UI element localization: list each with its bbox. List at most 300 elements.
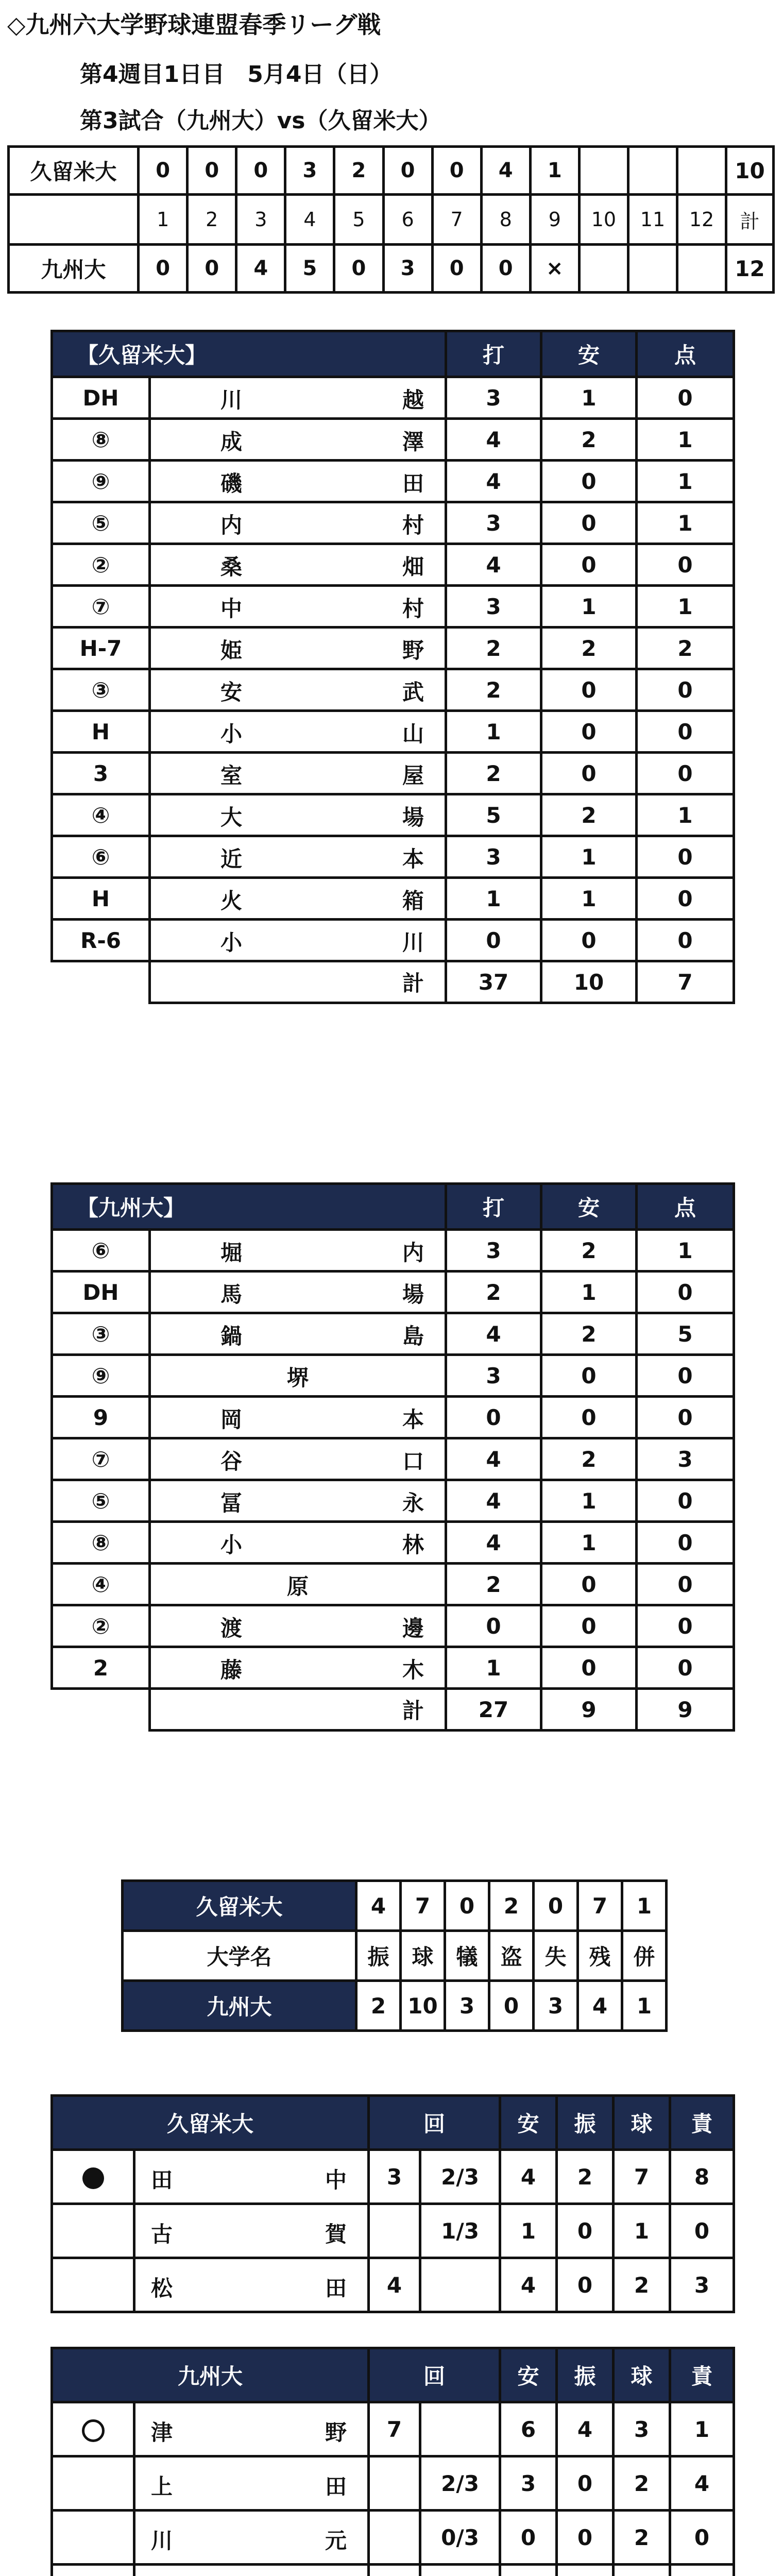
innings-whole: 7 [369, 2402, 420, 2456]
innings-fraction [420, 2565, 500, 2576]
batter-surname: 谷 [220, 1449, 243, 1474]
pitcher-earned-runs: 8 [670, 2150, 734, 2204]
batter-name [150, 1605, 446, 1647]
inning-number: 6 [383, 195, 432, 245]
batter-surname: 小 [220, 930, 243, 955]
batter-surname: 岡 [220, 1407, 243, 1432]
stat-value: 0 [489, 1981, 534, 2031]
batter-surname: 内 [220, 513, 243, 538]
batter-position: DH [52, 1272, 150, 1313]
inning-runs [628, 245, 677, 293]
row-label: 大学名 [123, 1931, 356, 1981]
inning-runs: 0 [334, 245, 383, 293]
inning-runs: 1 [530, 147, 579, 195]
batter-hits: 2 [541, 628, 637, 669]
batter-rbi: 2 [637, 628, 734, 669]
team-label: 久留米大 [52, 2096, 369, 2150]
stat-value: 1 [622, 1881, 667, 1931]
stat-header: 犠 [445, 1931, 489, 1981]
batter-row [52, 794, 734, 836]
batter-name [150, 1647, 446, 1689]
batter-surname: 堀 [220, 1240, 243, 1265]
blank-cell [52, 1689, 150, 1731]
pitcher-row [52, 2258, 734, 2312]
team-label: 九州大 [52, 2348, 369, 2402]
inning-number: 11 [628, 195, 677, 245]
col-hits: 安 [500, 2348, 557, 2402]
batter-position: 3 [52, 753, 150, 794]
batter-surname: 藤 [220, 1657, 243, 1683]
batter-rbi: 0 [637, 878, 734, 920]
batter-at-bats: 0 [446, 920, 541, 961]
batter-rbi: 3 [637, 1438, 734, 1480]
inning-header-row [9, 195, 774, 245]
pitcher-earned-runs: 0 [670, 2511, 734, 2565]
pitcher-walks: 2 [614, 2456, 670, 2511]
batter-rbi: 0 [637, 920, 734, 961]
stat-header: 残 [578, 1931, 622, 1981]
batter-row [52, 419, 734, 461]
line-score-row [9, 245, 774, 293]
batter-given-name: 野 [402, 638, 424, 663]
pitcher-earned-runs [670, 2565, 734, 2576]
batter-given-name: 武 [402, 680, 424, 705]
batter-rbi: 0 [637, 753, 734, 794]
batter-surname: 小 [220, 1532, 243, 1557]
batter-position: ⑦ [52, 1438, 150, 1480]
inning-runs: × [530, 245, 579, 293]
pitcher-hits: 4 [500, 2150, 557, 2204]
pitcher-strikeouts: 0 [557, 2204, 614, 2258]
batter-given-name: 林 [402, 1532, 424, 1557]
batter-hits: 0 [541, 669, 637, 711]
innings-fraction: 1/3 [420, 2204, 500, 2258]
batter-rbi: 0 [637, 1564, 734, 1605]
pitcher-strikeouts: 0 [557, 2258, 614, 2312]
batter-at-bats: 3 [446, 836, 541, 878]
batter-position: ⑧ [52, 419, 150, 461]
innings-fraction [420, 2402, 500, 2456]
pitcher-walks: 2 [614, 2511, 670, 2565]
match-title: 第3試合（九州大）vs（久留米大） [80, 108, 441, 134]
pitcher-walks: 1 [614, 2204, 670, 2258]
pitching-table-kyushu [50, 2347, 735, 2576]
stat-header: 失 [534, 1931, 578, 1981]
batter-surname: 桑 [220, 554, 243, 580]
batter-position: ⑤ [52, 1480, 150, 1522]
batter-rbi: 1 [637, 419, 734, 461]
inning-runs: 0 [236, 147, 285, 195]
team-name: 久留米大 [9, 147, 139, 195]
stat-header: 球 [401, 1931, 445, 1981]
pitcher-walks: 2 [614, 2258, 670, 2312]
batter-at-bats: 0 [446, 1397, 541, 1438]
batter-row [52, 461, 734, 502]
team-label: 【九州大】 [52, 1184, 446, 1230]
batter-position: ⑨ [52, 1355, 150, 1397]
inning-runs: 4 [236, 245, 285, 293]
batter-position: ⑧ [52, 1522, 150, 1564]
pitcher-row [52, 2204, 734, 2258]
pitching-table-kurume [50, 2094, 735, 2313]
batter-name [150, 1272, 446, 1313]
batter-at-bats: 4 [446, 1522, 541, 1564]
batter-name [150, 544, 446, 586]
inning-runs: 0 [383, 147, 432, 195]
col-walks: 球 [614, 2096, 670, 2150]
innings-fraction: 0/3 [420, 2511, 500, 2565]
stat-header: 振 [356, 1931, 401, 1981]
batter-position: ⑦ [52, 586, 150, 628]
batter-rbi: 0 [637, 1647, 734, 1689]
col-at-bats: 打 [446, 331, 541, 377]
batter-row [52, 1397, 734, 1438]
inning-runs: 2 [334, 147, 383, 195]
batter-hits: 0 [541, 1397, 637, 1438]
total-label: 計 [150, 961, 446, 1003]
batter-rbi: 0 [637, 544, 734, 586]
pitcher-row [52, 2402, 734, 2456]
line-score-table [7, 145, 775, 294]
pitcher-earned-runs: 1 [670, 2402, 734, 2456]
inning-runs: 0 [481, 245, 530, 293]
pitcher-walks: 7 [614, 2150, 670, 2204]
pitcher-name [134, 2402, 369, 2456]
inning-number: 12 [677, 195, 726, 245]
batter-hits: 1 [541, 377, 637, 419]
inning-runs [677, 245, 726, 293]
team-name: 九州大 [9, 245, 139, 293]
batter-name [150, 1480, 446, 1522]
batter-name [150, 461, 446, 502]
batter-at-bats: 2 [446, 669, 541, 711]
pitcher-name [134, 2511, 369, 2565]
col-rbi: 点 [637, 331, 734, 377]
stat-header: 併 [622, 1931, 667, 1981]
batter-given-name: 越 [402, 387, 424, 413]
batter-name [150, 628, 446, 669]
batter-row [52, 920, 734, 961]
batter-row [52, 878, 734, 920]
batter-row [52, 628, 734, 669]
loss-mark-icon [82, 2167, 104, 2189]
batter-given-name: 島 [402, 1324, 424, 1349]
batter-position: ③ [52, 1313, 150, 1355]
inning-runs [579, 245, 628, 293]
pitcher-result-mark [52, 2402, 134, 2456]
batter-row [52, 1564, 734, 1605]
stat-value: 2 [356, 1981, 401, 2031]
pitcher-surname: 川 [151, 2528, 173, 2553]
batting-header-row [52, 1184, 734, 1230]
total-runs: 12 [726, 245, 774, 293]
col-innings: 回 [369, 2096, 500, 2150]
batter-hits: 0 [541, 461, 637, 502]
stat-value: 3 [534, 1981, 578, 2031]
inning-runs: 4 [481, 147, 530, 195]
batter-at-bats: 4 [446, 1480, 541, 1522]
inning-runs: 0 [432, 245, 481, 293]
batter-surname: 成 [220, 429, 243, 454]
batter-surname: 鍋 [220, 1324, 243, 1349]
batter-row [52, 1438, 734, 1480]
team-stats-row [123, 1881, 667, 1931]
batter-rbi: 0 [637, 1397, 734, 1438]
innings-whole [369, 2511, 420, 2565]
batter-given-name: 場 [402, 1282, 424, 1307]
batter-position: ⑤ [52, 502, 150, 544]
col-strikeouts: 振 [557, 2096, 614, 2150]
batter-at-bats: 2 [446, 628, 541, 669]
blank-cell [52, 961, 150, 1003]
batter-given-name: 村 [402, 596, 424, 621]
batter-given-name: 邊 [402, 1616, 424, 1641]
pitcher-hits: 4 [500, 2258, 557, 2312]
batter-surname: 安 [220, 680, 243, 705]
inning-runs: 0 [188, 245, 236, 293]
batter-at-bats: 4 [446, 1313, 541, 1355]
stat-value: 0 [445, 1881, 489, 1931]
pitcher-strikeouts: 0 [557, 2511, 614, 2565]
batter-at-bats: 2 [446, 753, 541, 794]
batting-total-row [52, 1689, 734, 1731]
batting-total-row [52, 961, 734, 1003]
batter-given-name: 内 [402, 1240, 424, 1265]
pitcher-name [134, 2204, 369, 2258]
stat-value: 10 [401, 1981, 445, 2031]
inning-runs [677, 147, 726, 195]
batter-surname: 冨 [220, 1490, 243, 1516]
batter-hits: 1 [541, 1480, 637, 1522]
batter-row [52, 1313, 734, 1355]
batter-position: ⑥ [52, 836, 150, 878]
innings-whole: 4 [369, 2258, 420, 2312]
batter-rbi: 0 [637, 1355, 734, 1397]
col-hits: 安 [500, 2096, 557, 2150]
batter-name [150, 1230, 446, 1272]
batter-row [52, 1647, 734, 1689]
total-at-bats: 37 [446, 961, 541, 1003]
batter-hits: 0 [541, 1355, 637, 1397]
inning-number: 2 [188, 195, 236, 245]
batter-given-name: 永 [402, 1490, 424, 1516]
stat-value: 7 [578, 1881, 622, 1931]
batter-name [150, 377, 446, 419]
inning-number: 8 [481, 195, 530, 245]
stat-value: 4 [578, 1981, 622, 2031]
batter-name-text: 原 [286, 1574, 309, 1599]
pitcher-given-name: 賀 [325, 2222, 347, 2247]
col-strikeouts: 振 [557, 2348, 614, 2402]
batter-position: H [52, 711, 150, 753]
pitcher-hits: 3 [500, 2456, 557, 2511]
batter-at-bats: 1 [446, 711, 541, 753]
batter-row [52, 1522, 734, 1564]
batter-given-name: 口 [402, 1449, 424, 1474]
batter-row [52, 1605, 734, 1647]
inning-runs: 0 [139, 147, 188, 195]
batter-row [52, 377, 734, 419]
batter-position: 9 [52, 1397, 150, 1438]
batter-rbi: 1 [637, 502, 734, 544]
batter-given-name: 澤 [402, 429, 424, 454]
batter-name [150, 836, 446, 878]
batter-row [52, 669, 734, 711]
pitcher-surname: 上 [151, 2474, 173, 2499]
pitcher-hits: 6 [500, 2402, 557, 2456]
pitcher-result-mark [52, 2456, 134, 2511]
batter-name [150, 1522, 446, 1564]
batter-hits: 2 [541, 1438, 637, 1480]
stat-value: 2 [489, 1881, 534, 1931]
stat-value: 1 [622, 1981, 667, 2031]
inning-number: 計 [726, 195, 774, 245]
stat-value: 3 [445, 1981, 489, 2031]
batter-rbi: 0 [637, 836, 734, 878]
batter-at-bats: 0 [446, 1605, 541, 1647]
batter-name [150, 1355, 446, 1397]
total-label: 計 [150, 1689, 446, 1731]
batter-given-name: 場 [402, 805, 424, 830]
pitcher-name [134, 2258, 369, 2312]
inning-runs: 0 [139, 245, 188, 293]
inning-runs: 3 [285, 147, 334, 195]
batter-row [52, 1480, 734, 1522]
batter-hits: 0 [541, 1605, 637, 1647]
batter-rbi: 1 [637, 586, 734, 628]
pitcher-earned-runs: 0 [670, 2204, 734, 2258]
inning-number: 5 [334, 195, 383, 245]
stat-value: 0 [534, 1881, 578, 1931]
batter-hits: 1 [541, 1522, 637, 1564]
innings-fraction: 2/3 [420, 2150, 500, 2204]
total-rbi: 7 [637, 961, 734, 1003]
batter-row [52, 836, 734, 878]
batter-name [150, 1438, 446, 1480]
batter-row [52, 544, 734, 586]
pitcher-result-mark [52, 2511, 134, 2565]
innings-whole [369, 2565, 420, 2576]
batter-at-bats: 4 [446, 1438, 541, 1480]
innings-whole: 3 [369, 2150, 420, 2204]
batter-position: ⑥ [52, 1230, 150, 1272]
batter-at-bats: 4 [446, 544, 541, 586]
innings-whole [369, 2456, 420, 2511]
batter-hits: 2 [541, 794, 637, 836]
pitcher-row [52, 2456, 734, 2511]
batter-hits: 0 [541, 502, 637, 544]
pitcher-earned-runs: 3 [670, 2258, 734, 2312]
team-stats-header-row [123, 1931, 667, 1981]
batter-given-name: 田 [402, 471, 424, 496]
batter-at-bats: 4 [446, 419, 541, 461]
batter-at-bats: 2 [446, 1272, 541, 1313]
col-earned-runs: 責 [670, 2348, 734, 2402]
batter-hits: 0 [541, 1564, 637, 1605]
batter-row [52, 1230, 734, 1272]
pitcher-given-name: 元 [325, 2528, 347, 2553]
inning-number: 1 [139, 195, 188, 245]
batter-position: H [52, 878, 150, 920]
batter-position: ④ [52, 1564, 150, 1605]
pitcher-given-name: 中 [325, 2167, 347, 2193]
stat-value: 4 [356, 1881, 401, 1931]
team-stats-row [123, 1981, 667, 2031]
batter-name [150, 669, 446, 711]
batter-hits: 1 [541, 878, 637, 920]
batter-surname: 大 [220, 805, 243, 830]
stat-value: 7 [401, 1881, 445, 1931]
batter-rbi: 5 [637, 1313, 734, 1355]
batter-name [150, 753, 446, 794]
col-at-bats: 打 [446, 1184, 541, 1230]
inning-number: 10 [579, 195, 628, 245]
batter-name [150, 419, 446, 461]
batter-rbi: 1 [637, 461, 734, 502]
batter-row [52, 1355, 734, 1397]
batter-name [150, 1397, 446, 1438]
batter-at-bats: 2 [446, 1564, 541, 1605]
batter-row [52, 586, 734, 628]
team-name: 久留米大 [123, 1881, 356, 1931]
batter-surname: 室 [220, 763, 243, 788]
batter-rbi: 0 [637, 1272, 734, 1313]
batter-surname: 近 [220, 846, 243, 872]
batter-given-name: 畑 [402, 554, 424, 580]
batter-name [150, 586, 446, 628]
batter-surname: 渡 [220, 1616, 243, 1641]
round-date: 第4週目1日目 5月4日（日） [80, 61, 393, 88]
total-at-bats: 27 [446, 1689, 541, 1731]
batter-hits: 0 [541, 753, 637, 794]
pitcher-result-mark [52, 2150, 134, 2204]
pitcher-surname: 田 [151, 2167, 173, 2193]
batter-surname: 中 [220, 596, 243, 621]
inning-number: 9 [530, 195, 579, 245]
col-earned-runs: 責 [670, 2096, 734, 2150]
team-label: 【久留米大】 [52, 331, 446, 377]
pitcher-surname: 古 [151, 2222, 173, 2247]
blank-cell [9, 195, 139, 245]
batter-given-name: 本 [402, 1407, 424, 1432]
batter-at-bats: 3 [446, 586, 541, 628]
batter-name [150, 794, 446, 836]
col-hits: 安 [541, 1184, 637, 1230]
total-hits: 9 [541, 1689, 637, 1731]
batter-at-bats: 3 [446, 1355, 541, 1397]
pitcher-result-mark [52, 2204, 134, 2258]
pitcher-surname: 津 [151, 2420, 173, 2445]
page-title: ◇九州六大学野球連盟春季リーグ戦 [7, 11, 381, 39]
batting-header-row [52, 331, 734, 377]
batter-at-bats: 3 [446, 502, 541, 544]
inning-number: 4 [285, 195, 334, 245]
innings-fraction: 2/3 [420, 2456, 500, 2511]
batter-position: R-6 [52, 920, 150, 961]
batter-hits: 1 [541, 586, 637, 628]
batter-surname: 小 [220, 721, 243, 747]
batter-given-name: 箱 [402, 888, 424, 913]
pitcher-result-mark [52, 2565, 134, 2576]
total-runs: 10 [726, 147, 774, 195]
inning-runs: 0 [188, 147, 236, 195]
col-rbi: 点 [637, 1184, 734, 1230]
col-hits: 安 [541, 331, 637, 377]
batter-rbi: 0 [637, 377, 734, 419]
batter-rbi: 0 [637, 711, 734, 753]
batter-given-name: 木 [402, 1657, 424, 1683]
pitching-header-row [52, 2096, 734, 2150]
